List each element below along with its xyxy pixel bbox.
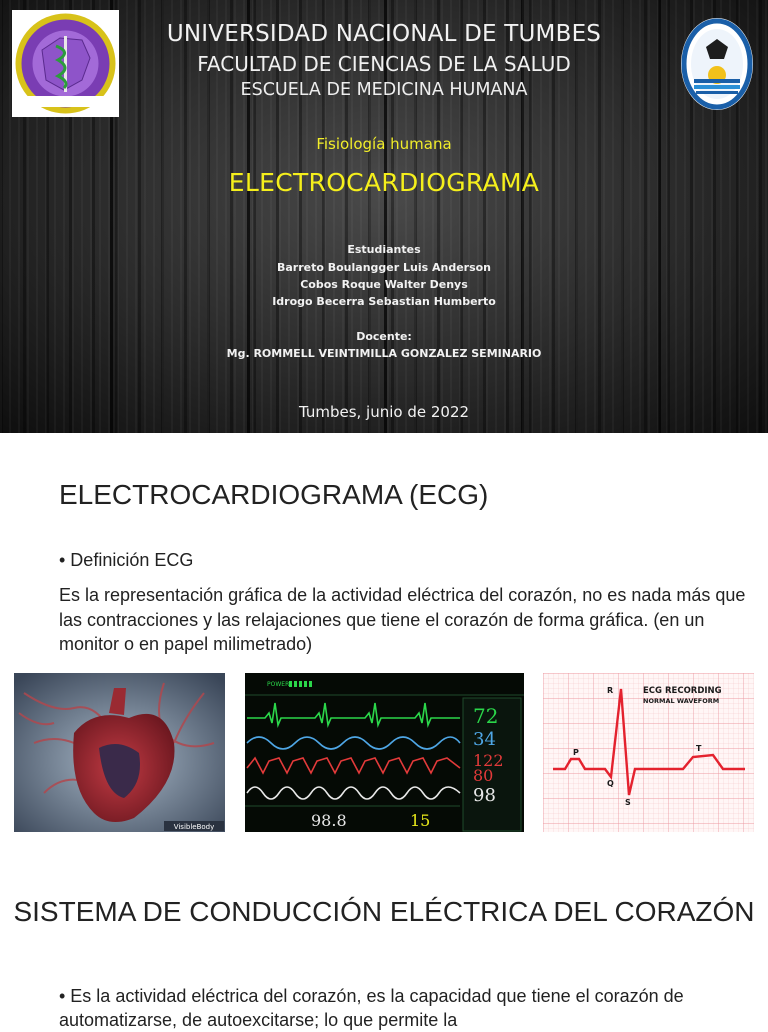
monitor-power-label: POWER: [267, 681, 290, 688]
monitor-resp-value: 15: [410, 811, 431, 830]
patient-monitor-image: [245, 673, 524, 832]
cover-slide: [0, 0, 768, 433]
monitor-reading-spo2: 34: [473, 729, 496, 750]
university-name: UNIVERSIDAD NACIONAL DE TUMBES: [166, 21, 602, 47]
ecg-label-t: T: [696, 744, 702, 753]
slide-title: SISTEMA DE CONDUCCIÓN ELÉCTRICA DEL CORAZÓN: [13, 896, 755, 927]
heart-anatomy-image: [14, 673, 225, 832]
teacher-heading: Docente:: [356, 330, 412, 343]
ecg-label-s: S: [625, 798, 631, 807]
ecg-label-p: P: [573, 748, 579, 757]
ecg-waveform-image: [543, 673, 754, 832]
teacher-name: Mg. ROMMELL VEINTIMILLA GONZALEZ SEMINARIO: [226, 347, 542, 360]
monitor-reading-hr: 72: [473, 704, 499, 728]
bullet-definition: • Definición ECG: [59, 550, 194, 570]
presentation-title: ELECTROCARDIOGRAMA: [228, 168, 540, 197]
monitor-temp-value: 98.8: [311, 811, 347, 830]
monitor-reading-sys: 122: [473, 751, 504, 770]
faculty-name: FACULTAD DE CIENCIAS DE LA SALUD: [197, 52, 571, 76]
slide-title: ELECTROCARDIOGRAMA (ECG): [59, 479, 489, 510]
school-name: ESCUELA DE MEDICINA HUMANA: [240, 80, 528, 100]
ecg-label-q: Q: [607, 779, 614, 788]
student-name: Cobos Roque Walter Denys: [300, 278, 468, 291]
students-heading: Estudiantes: [347, 243, 421, 256]
definition-paragraph: Es la representación gráfica de la actividad eléctrica del corazón, no es nada más que las contracciones y las relajaciones que tiene el corazón de forma gráfica. (en un monitor o en papel milimetrado): [59, 585, 746, 654]
bullet-conduction: • Es la actividad eléctrica del corazón, es la capacidad que tiene el corazón de automatizarse, de autoexcitarse; lo que permite la: [59, 986, 684, 1030]
ecg-figure-subheading: NORMAL WAVEFORM: [643, 697, 720, 705]
monitor-reading-dia: 80: [473, 766, 494, 785]
course-name: Fisiología humana: [316, 135, 452, 153]
ecg-figure-heading: ECG RECORDING: [643, 686, 722, 696]
student-name: Barreto Boulangger Luis Anderson: [276, 261, 492, 274]
heart-credit: VisibleBody: [173, 823, 215, 831]
cover-date: Tumbes, junio de 2022: [298, 403, 470, 421]
student-name: Idrogo Becerra Sebastian Humberto: [272, 295, 496, 308]
ecg-label-r: R: [607, 686, 614, 695]
monitor-reading-temp: 98: [473, 785, 496, 806]
